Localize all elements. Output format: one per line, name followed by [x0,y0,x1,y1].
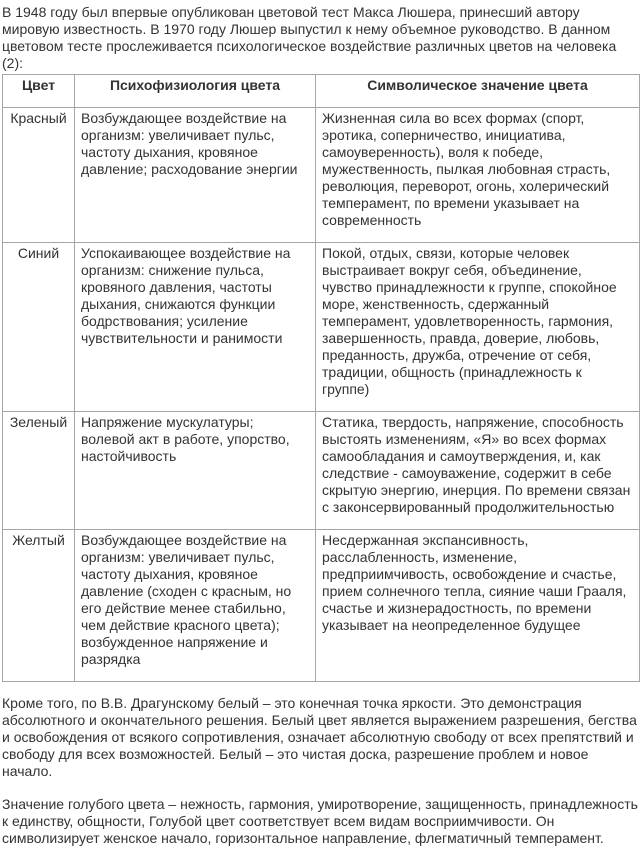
column-header-color-label: Цвет [21,77,56,93]
column-header-symbolic [316,75,640,108]
cell-blue-psychophysiology-text: Успокаивающее воздействие на организм: снижение пульса, кровяного давления, частоты дыхания, снижаются функции бодрствования; усиление чувствительности и ранимости [81,245,291,346]
table-row-yellow [3,530,640,682]
cell-green-psychophysiology [75,412,316,530]
cell-red-symbolic [316,108,640,243]
cell-yellow-psychophysiology-text: Возбуждающее воздействие на организм: увеличивает пульс, частоту дыхания, кровяное давление (сходен с красным, но его действие менее стабильно, чем действие красного цвета); возбужденное напряжение и разрядка [81,532,292,667]
cell-blue-color [3,243,75,412]
cell-yellow-symbolic [316,530,640,682]
column-header-color [3,75,75,108]
cell-red-psychophysiology [75,108,316,243]
column-header-symbolic-label: Символическое значение цвета [367,77,588,93]
cell-red-color-text: Красный [10,110,67,126]
cell-blue-color-text: Синий [17,245,60,261]
cell-yellow-psychophysiology [75,530,316,682]
color-meaning-table [2,74,640,682]
cell-red-psychophysiology-text: Возбуждающее воздействие на организм: увеличивает пульс, частоту дыхания, кровяное давление; расходование энергии [81,110,298,177]
cell-red-symbolic-text: Жизненная сила во всех формах (спорт, эротика, соперничество, инициатива, самоуверенность), воля к победе, мужественность, пылкая любовная страсть, революция, переворот, огонь, холерический темперамент, по времени указывает на современность [322,110,611,228]
column-header-psychophysiology-label: Психофизиология цвета [109,77,281,93]
cell-green-psychophysiology-text: Напряжение мускулатуры; волевой акт в работе, упорство, настойчивость [81,414,290,464]
column-header-psychophysiology [75,75,316,108]
cell-yellow-color-text: Желтый [12,532,65,548]
table-row-green [3,412,640,530]
table-row-red [3,108,640,243]
white-color-paragraph: Кроме того, по В.В. Драгунскому белый – это конечная точка яркости. Это демонстрация абсолютного и окончательного решения. Белый цвет является выражением разрешения, бегства и освобождения от всякого сопротивления, означает абсолютную свободу от всех препятствий и свободу для всех возможностей. Белый – это чистая доска, разрешение проблем и новое начало. [2,695,637,779]
intro-paragraph: В 1948 году был впервые опубликован цветовой тест Макса Люшера, принесший автору мировую известность. В 1970 году Люшер выпустил к нему объемное руководство. В данном цветовом тесте прослеживается психологическое воздействие различных цветов на человека (2): [2,4,617,71]
cell-yellow-color [3,530,75,682]
cell-green-color [3,412,75,530]
cell-blue-psychophysiology [75,243,316,412]
table-row-blue [3,243,640,412]
cell-red-color [3,108,75,243]
cell-blue-symbolic [316,243,640,412]
light-blue-color-paragraph: Значение голубого цвета – нежность, гармония, умиротворение, защищенность, принадлежность к единству, общности, Голубой цвет соответствует всем видам восприимчивости. Он символизирует женское начало, горизонтальное направление, флегматичный темперамент. [2,796,638,846]
cell-green-color-text: Зеленый [9,414,68,430]
cell-green-symbolic-text: Статика, твердость, напряжение, способность выстоять изменениям, «Я» во всех формах самообладания и самоутверждения, и, как следствие - самоуважение, содержит в себе скрытую энергию, инерция. По времени связан с законсервированный продолжительностью [322,414,631,515]
table-header-row [3,75,640,108]
cell-yellow-symbolic-text: Несдержанная экспансивность, расслабленность, изменение, предприимчивость, освобождение и счастье, прием солнечного тепла, сияние чаши Грааля, счастье и жизнерадостность, по времени указывает на неопределенное будущее [322,532,627,633]
cell-blue-symbolic-text: Покой, отдых, связи, которые человек выстраивает вокруг себя, объединение, чувство принадлежности к группе, спокойное море, женственность, сдержанный темперамент, удовлетворенность, гармония, завершенность, правда, доверие, любовь, преданность, дружба, отречение от себя, традиции, общность (принадлежность к группе) [322,245,617,397]
cell-green-symbolic [316,412,640,530]
